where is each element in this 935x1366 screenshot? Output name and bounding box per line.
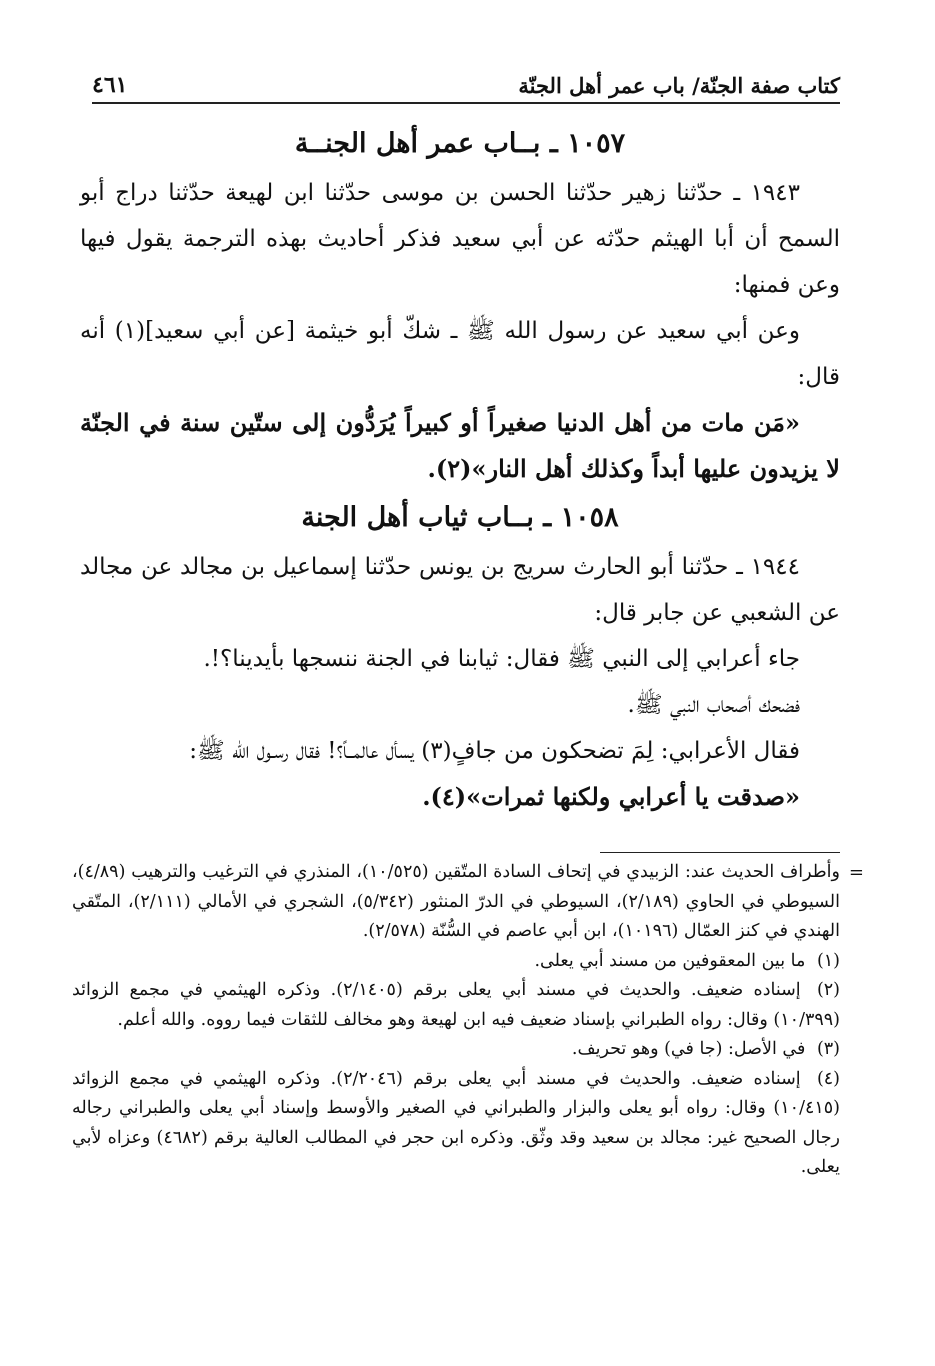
footnote-1: [72, 947, 840, 977]
footnote-text: في الأصل: (جا في) وهو تحريف.: [571, 1039, 806, 1059]
footnote-number: (٢): [816, 980, 840, 1000]
footnote-separator: [600, 852, 840, 853]
chapter-heading-1057: ١٠٥٧ ـ بــاب عمر أهل الجنــة: [294, 128, 626, 159]
footnote-number: (١): [816, 950, 840, 971]
hadith-1944-matn: «صدقت يا أعرابي ولكنها ثمرات»(٤).: [422, 782, 800, 811]
main-text: [80, 118, 840, 820]
footnote-continuation-text: وأطراف الحديث عند: الزبيدي في إتحاف السادة المتّقين (١٠/٥٢٥)، المنذري في الترغيب والترهيب (٤/٨٩)، السيوطي في الحاوي (٢/١٨٩)، السيوطي في الدرّ المنثور (٥/٣٤٢)، الشجري في الأمالي (٢/١١١)، المتّقي الهندي في كنز العمّال (١٠١٩٦)، ابن أبي عاصم في السُّنّة (٢/٥٧٨).: [72, 862, 840, 941]
footnotes: [72, 858, 864, 1183]
hadith-1944-line-2: فضحك أصحاب النبي ﷺ.: [627, 692, 800, 718]
page-number: ٤٦١: [92, 72, 128, 98]
continuation-marker: =: [848, 862, 864, 883]
hadith-1944-isnad: ١٩٤٤ ـ حدّثنا أبو الحارث سريج بن يونس حدّثنا إسماعيل بن مجالد عن مجالد عن الشعبي عن جابر قال:: [80, 554, 840, 626]
running-title: كتاب صفة الجنّة/ باب عمر أهل الجنّة: [518, 73, 840, 98]
footnote-text: إسناده ضعيف. والحديث في مسند أبي يعلى برقم (٢/٢٠٤٦). وذكره الهيثمي في مجمع الزوائد (١٠/٤١٥) وقال: رواه أبو يعلى والبزار والطبراني في الصغير والأوسط وإسناد أبي يعلى والطبراني رجاله رجال الصحيح غير: مجالد بن سعيد وقد وثّق. وذكره ابن حجر في المطالب العالية برقم (٤٦٨٢) وعزاه لأبي يعلى.: [72, 1068, 840, 1177]
footnote-4: [72, 1065, 840, 1183]
hadith-1944-line-1: جاء أعرابي إلى النبي ﷺ فقال: ثيابنا في الجنة ننسجها بأيدينا؟!.: [203, 646, 800, 672]
hadith-1943-narration: وعن أبي سعيد عن رسول الله ﷺ ـ شكّ أبو خيثمة [عن أبي سعيد](١) أنه قال:: [80, 318, 840, 390]
footnote-3: [72, 1035, 840, 1065]
footnote-2: [72, 976, 840, 1035]
chapter-heading-1058: ١٠٥٨ ـ بــاب ثياب أهل الجنة: [301, 502, 619, 533]
hadith-1944-line-3: فقال الأعرابي: لِمَ تضحكون من جافٍ(٣) يسأل عالمــاً؟! فقال رسـول الله ﷺ:: [189, 738, 800, 764]
footnote-text: ما بين المعقوفين من مسند أبي يعلى.: [534, 950, 806, 971]
footnote-number: (٤): [816, 1068, 840, 1089]
page-header: [92, 60, 840, 104]
footnote-continuation: [72, 858, 864, 947]
footnote-text: إسناده ضعيف. والحديث في مسند أبي يعلى برقم (٢/١٤٠٥). وذكره الهيثمي في مجمع الزوائد (١٠/٣٩٩) وقال: رواه الطبراني بإسناد ضعيف فيه ابن لهيعة وهو مخالف للثقات فيما رووه. والله أعلم.: [72, 980, 840, 1030]
footnote-number: (٣): [816, 1039, 840, 1059]
hadith-1943-isnad: ١٩٤٣ ـ حدّثنا زهير حدّثنا الحسن بن موسى حدّثنا ابن لهيعة حدّثنا دراج أبو السمح أن أبا الهيثم حدّثه عن أبي سعيد فذكر أحاديث بهذه الترجمة يقول فيها وعن فمنها:: [80, 180, 840, 298]
hadith-1943-matn: «مَن مات من أهل الدنيا صغيراً أو كبيراً يُرَدُّون إلى ستّين سنة في الجنّة لا يزيدون عليها أبداً وكذلك أهل النار»(٢).: [80, 408, 840, 483]
